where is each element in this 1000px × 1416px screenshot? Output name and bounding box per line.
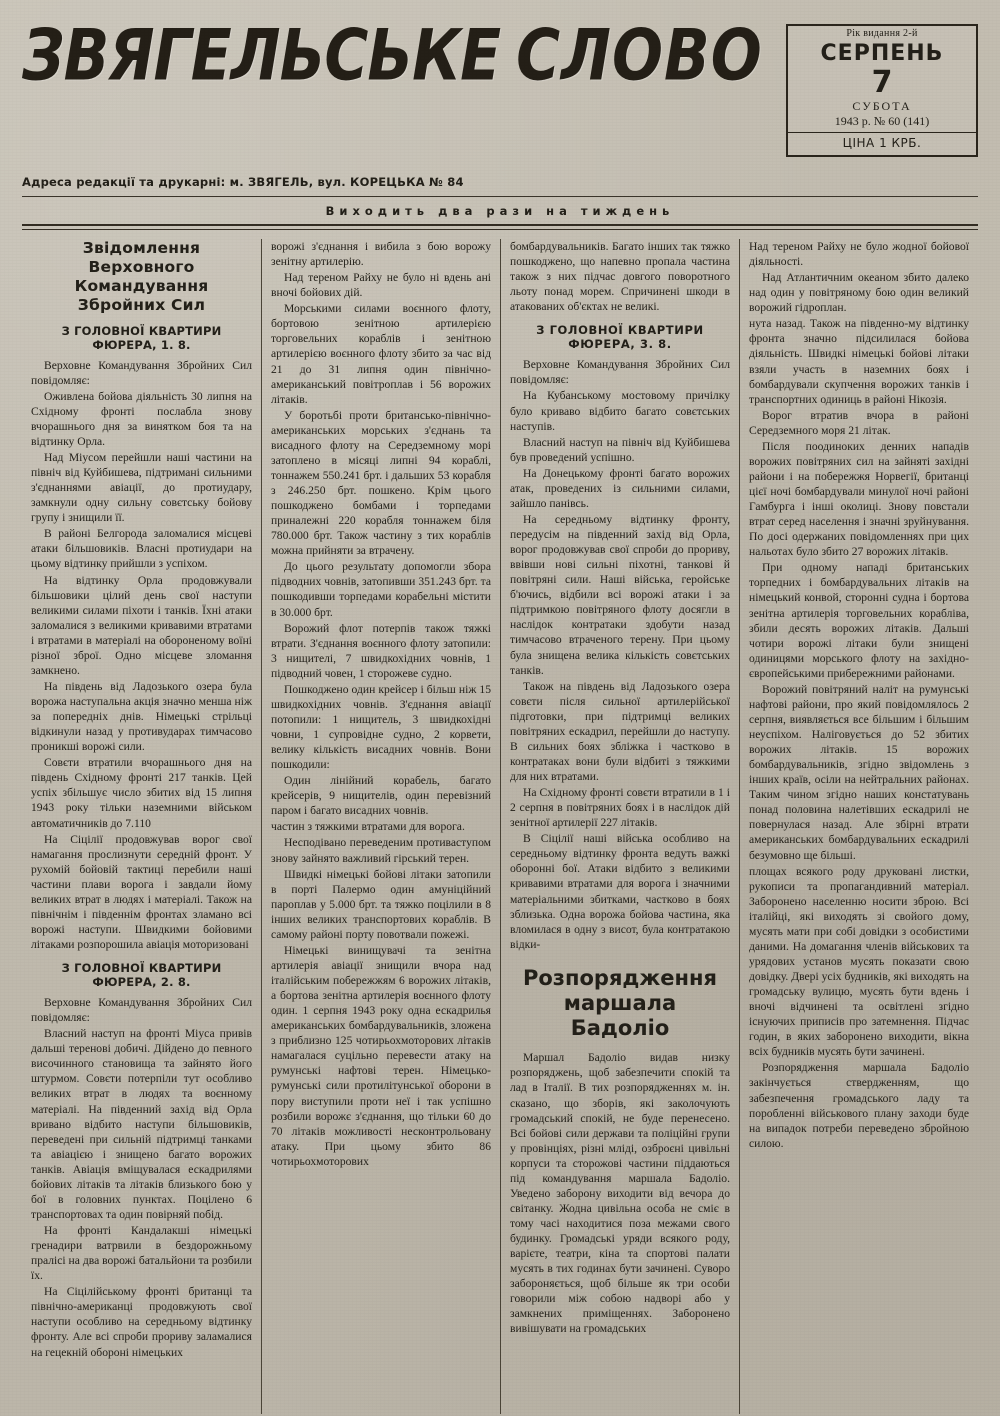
section-headline-line-1: Розпорядження маршала [522,965,718,1015]
paragraph: На середньому відтинку фронту, передусім на південний захід від Орла, ворог продовжував свої спроби до прориву, ввівши нові сильні піхотні, танкові й повітряні сили. Наші війська, геройське б'ючись, відбили всі ворожі атаки і за підтримкою повітряного флоту досягли в наслідок контратаки здобути назад тимчасово втраченого терену. При цьому була знищена велика кількість совєтських танків. [510,512,730,677]
title-part-1: ЗВЯГЕЛЬСЬКЕ [22,14,501,98]
paragraph: До цього результату допомогли збора підводних човнів, затопивши 351.243 брт. та пошкодивши торпедами корабельні містити в 30.000 брт. [271,560,491,619]
paragraph: У боротьбі проти британсько-північно-американських морських з'єднань та висадного флоту на Середземному морі затоплено в місяці липні 94 кораблі, тоннажем 550.241 брт. і дальших 53 корабля з 246.250 брт. пошкено. Крім цього пошкоджено бомбами і торпедами приналежні 220 корабля тоннажем біля 780.000 брт. Також частину з тих кораблів можна прийняти за втрачену. [271,408,491,558]
section-headline-badoglio [510,966,730,1042]
paragraph: Над тереном Райху не було жодної бойової діяльності. [749,240,969,269]
section-headline-line-2: Бадоліо [570,1016,670,1041]
paragraph: На Східному фронті совєти втратили в 1 і 2 серпня в повітряних боях і в наслідок дій зенітної артилерії 227 літаків. [510,786,730,830]
paragraph: Верховне Командування Збройних Сил повідомляє: [31,996,252,1025]
main-headline [31,239,252,315]
paragraph: бомбардувальників. Багато інших так тяжко пошкоджено, що напевно пропала частина також з них підчас довгого поворотного льоту понад морем. Спричинені шкоди в атакованих об'єктах не великі. [510,240,730,314]
paragraph: Пошкоджено один крейсер і більш ніж 15 швидкохідних човнів. З'єднання авіації потопили: 1 нищитель, 3 швидкохідні човни, 1 супровідне судно, 2 корвети, велику кількість висадних човнів. Вони пошкодили: [271,682,491,772]
paragraph: Над Міусом перейшли наші частини на північ від Куйбишева, підтримані сильними з'єднаннями авіації, до протиудару, замкнули одну сильну совєтську бойову групу і знищили її. [31,451,252,525]
paragraph: Верховне Командування Збройних Сил повідомляє: [510,358,730,387]
paragraph: Несподівано переведеним противаступом знову зайнято важливий гірський терен. [271,836,491,865]
paragraph: На Кубанському мостовому причілку було криваво відбито багато совєтських наступів. [510,389,730,433]
paragraph: Після поодиноких денних нападів ворожих повітряних сил на зайняті західні райони і на побережжя Норвегії, британці цієї ночі бомбардували минулої ночі районі Гамбурга і інші околиці. Знову повстали втрат серед населення і значні зруйнування. По досі одержаних повідомленнях при цих нальотах було збито 27 ворожих літаків. [749,439,969,559]
masthead [22,14,978,157]
paragraph: На фронті Кандалакші німецькі гренадири ватрвили в бездорожньому пралісі на два ворожі батальйони та розбили їх. [31,1224,252,1283]
column-1 [22,239,261,1414]
column-4 [739,239,978,1414]
title-part-2: СЛОВО [516,14,763,98]
column-2 [261,239,500,1414]
paragraph: Ворожий флот потерпів також тяжкі втрати. З'єднання воєнного флоту затопили: 3 нищителі, 7 швидкохідних човнів, 1 підводний човен, 1 сторожеве судно. [271,621,491,680]
issue-line: 1943 р. № 60 (141) [834,114,930,128]
paragraph: Оживлена бойова діяльність 30 липня на Східному фронті послабла знову вчорашнього дня за винятком боя та на відтинку Орла. [31,389,252,448]
article-columns [22,239,978,1414]
paragraph: Розпорядження маршала Бадоліо закінчується ствердженням, що забезпечення громадського ладу та поробленні військового плану заходи буде на випадок потреби переведено збройною силою. [749,1061,969,1150]
price-label: ЦІНА 1 КРБ. [842,136,922,150]
paragraph: При одному нападі британських торпедних і бомбардувальних літаків на німецький конвой, сторонні судна і бортова зенітна артилерія торговельних корабліва, збили десять ворожих літаків. Дальші чотири ворожі літаки були знищені одиницями морського флоту на західно-європейськими прибережними районами. [749,561,969,680]
subheading-fuhrer-hq-1: З ГОЛОВНОЇ КВАРТИРИ ФЮРЕРА, 1. 8. [61,323,222,352]
paragraph: В районі Белгорода заломалися місцеві атаки більшовиків. Власні протиудари на цьому відтинку прийшли з успіхом. [31,527,252,571]
subheading-fuhrer-hq-3: З ГОЛОВНОЇ КВАРТИРИ ФЮРЕРА, 3. 8. [536,323,704,352]
paragraph: Морськими силами воєнного флоту, бортовою зенітною артилерією торговельних кораблів і зенітною артилерією воєнного флоту збито за час від 21 до 31 липня один північно-американський повітроплав і 56 ворожих літаків. [271,302,491,406]
paragraph: Верховне Командування Збройних Сил повідомляє: [31,358,252,387]
paragraph: На відтинку Орла продовжували більшовики цілий день свої наступи великими силами піхоти і танків. Їхні атаки заломалися з великими кривавими втратами і втратами в матеріалі на обороненому воїні різної зброї. Одно місцеве зломання замкнено. [31,573,252,677]
editorial-address: Адреса редакції та друкарні: м. ЗВЯГЕЛЬ, вул. КОРЕЦЬКА № 84 [22,175,464,189]
paragraph: Також на південь від Ладозького озера совєти після сильної артилерійської підготовки, при підтримці великих повітряних ескадрил, перейшли до наступу. В сильних боях збліжка і частково в контратаках вони були відбиті з тяжкими для них втратами. [510,679,730,783]
paragraph: Власний наступ на фронті Міуса привів дальші теренові добичі. Дійдено до певного височинного становища та зайнято його штурмом. Совєти потерпіли тут особливо великих втрат в людях та воєнному матеріалі. На південний захід від Орла вривано відбито наступи більшовиків, переведені при сильній підтримці танками та авіацією і знищено багато ворожих танків. Авіація вміщувалася ескадрилями бойових літаків та літаків близького бою у бої в головних пунктах. Поцілено 6 транспортовах та один повірняй побід. [31,1027,252,1221]
paragraph: Один лінійний корабель, багато крейсерів, 9 нищителів, один перевізний паром і багато висадних човнів. [271,774,491,818]
paragraph: Маршал Бадоліо видав низку розпоряджень, щоб забезпечити спокій та лад в Італії. В тих розпорядженнях м. ін. сказано, що зборів, які заколочують громадський спокій, не буде перенесено. Всі бойові сили держави та поліційні групи у провінціях, різні мліді, озброєні цивільні корпуси та сторожові частини піддаються під командування маршала Бадоліо. Уведено заборону виходити від вечора до світанку. Жодна цивільна особа не сміє в тому часі находитися поза межами свого будинку. Громадські уряди всякого роду, варієте, театри, кіна та спортові палати мусять в тих годинах бути зачинені. Суворо забороняється, щоб більше як три особи говорили між собою надворі або у замкнених приміщеннях. Заборонено вивішувати на громадських [510,1051,730,1336]
paragraph: На Сіцілійському фронті британці та північно-американці продовжують свої наступи особливо на середньому відтинку фронту. Але всі спроби прориву заламалися на гецекній обороні німецьких [31,1285,252,1359]
paragraph: Власний наступ на північ від Куйбишева був проведений успішно. [510,435,730,464]
column-3 [500,239,739,1414]
paragraph: ворожі з'єднання і вибила з бою ворожу зенітну артилерію. [271,240,491,269]
paragraph: На Донецькому фронті багато ворожих атак, проведених із сильними силами, зайшло панівсь. [510,466,730,510]
year-of-publication: Рік видання 2-й [846,28,918,39]
paragraph: Німецькі винищувачі та зенітна артилерія авіації знищили вчора над італійським побережжям 6 ворожих літаків, а бортова зенітна артилерія воєнного флоту один. 1 серпня 1943 року одна ескадрилья американських бомбардувальників, зложена з приблизно 125 чотирьохмоторових літаків намагалася суцільно перевести атаку на румунські нафтові терен. Німецько-румунські сили протилітунської оборони в пору виступили проти неї і так успішно розбили ворожє з'єднання, що тільки 60 до 70 літаків можливості несконтрольовану атаку. При цьому збито 86 чотирьохмоторових [271,943,491,1168]
paragraph: На Сіцілії продовжував ворог свої намагання прослизнути середній фронт. У рухомій бойовій тактиці перебили наші частини плави ворога і завдали йому великих втрат в людях і матеріалі. Також на північнім і південнім фронтах зламано всі ворожі наступи. Швидкими бойовими літаками розпорошила авіація моторизовані [31,832,252,951]
subheading-fuhrer-hq-2: З ГОЛОВНОЇ КВАРТИРИ ФЮРЕРА, 2. 8. [61,961,222,990]
divider-double [22,224,978,230]
paragraph: В Сіцілії наші війська особливо на середньому відтинку фронта ведуть важкі оборонні бої. Атаки відбито з великими кривавими втратами для ворога і значними матеріальними збитками, частково в боях зблизька. Одна ворожа бойова частина, яка вломилася в одну з висот, була контратакою відки- [510,832,730,951]
day-number: 7 [871,65,893,100]
paragraph: частин з тяжкими втратами для ворога. [271,820,465,834]
paragraph: Ворог втратив вчора в районі Середземного моря 21 літак. [749,408,969,437]
paragraph: Над Атлантичним океаном збито далеко над один у повітряному бою один великий ворожий гідроплан. [749,271,969,315]
divider [788,132,976,133]
main-headline-line-1: Звідомлення Верховного Командування [74,239,209,295]
paragraph: Швидкі німецькі бойові літаки затопили в порті Палермо один амуніційний пароплав у 5.000 брт. та тяжко поцілили в 8 інших великих транспортових кораблів. В самому районі порту повотвали пожежі. [271,867,491,941]
paragraph: Ворожий повітряний наліт на румунські нафтові райони, про який повідомлялось 2 серпня, виявляється все більшим і більшим неуспіхом. Наліговується до 52 збитих ворожих літаків. 15 ворожих бомбардувальників, згідно звідомлень з інших країв, осіли на нейтральних районах. Таким чином згідно наших констатувань понад половина налетівших ескадрилі не повернулася назад. Але збірні втрати американських бомбардувальних ескадрилі безумовно ще більші. [749,682,969,862]
date-block [786,24,978,157]
paragraph: На південь від Ладозького озера була ворожа наступальна акція значно менша ніж за попередніх днів. Німецькі стрільці відкинули назад у противударах тимчасово проникші ворожі сили. [31,679,252,754]
main-headline-line-2: Збройних Сил [77,295,206,314]
paragraph: Совєти втратили вчорашнього дня на південь Східному фронті 217 танків. Цей успіх збільшує число збитих від 15 липня 1943 року тільки наземними військом автоматичників до 7.110 [31,756,252,830]
weekday-label: СУБОТА [852,99,912,113]
paragraph: нута назад. Також на південно-му відтинку фронта значно підсилилася бойова діяльність. Швидкі німецькі бойові літаки взяли участь в наземних боях і бомбардували скупчення ворожих танків і транспортних одиниць в районі Нікозія. [749,317,969,406]
periodicity-line: Виходить два рази на тиждень [325,204,675,218]
newspaper-title [22,14,763,98]
paragraph: Над тереном Райху не було ні вдень ані вночі бойових дій. [271,271,491,300]
month-label: СЕРПЕНЬ [820,40,944,66]
paragraph: площах всякого роду друковані листки, рукописи та пропагандивний матеріал. Заборонено населенню носити зброю. Всі італійці, які виходять зі свойого дому, мусять мати при собі довідки з особистими даними. На домагання членів військових та урядових установ мусять показати свою довідку. Двері усіх будників, які виходять на громадську вулицю, мусять бути вдень і вночі відчинені та освітлені згідно існуючих приписів про затемнення. Підчас годин, в яких заборонено виходити, вікна всіх будників мусять бути зачинені. [749,864,969,1059]
